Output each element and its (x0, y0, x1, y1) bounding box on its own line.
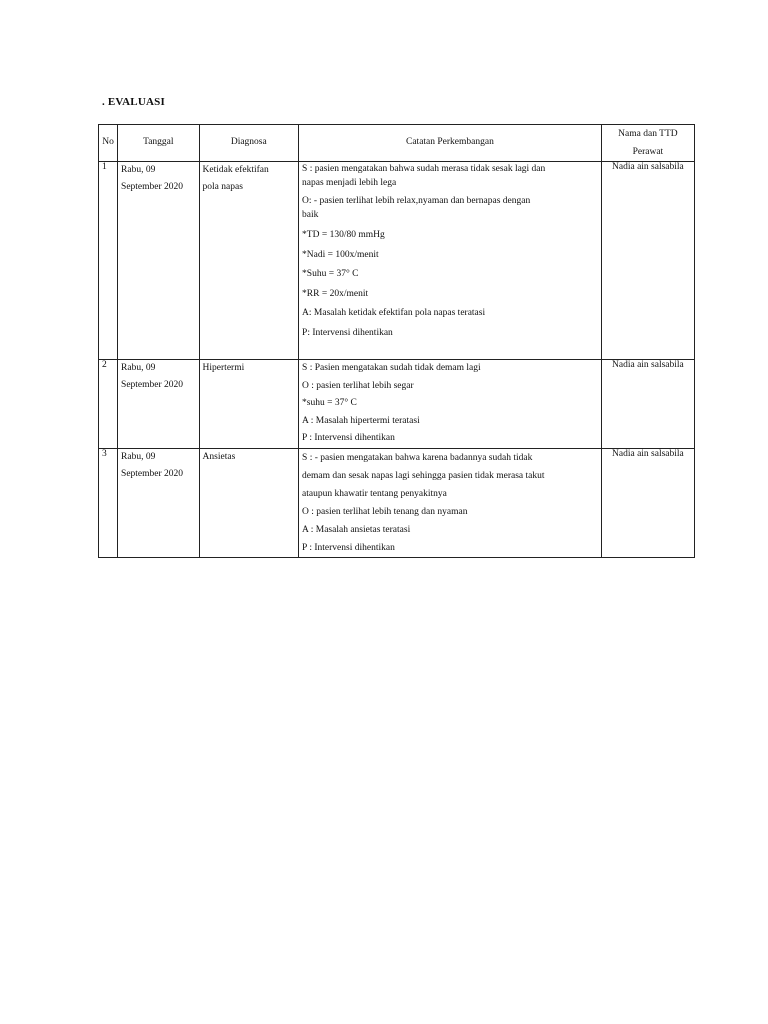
tanggal-line: September 2020 (121, 468, 184, 479)
table-row (99, 162, 695, 360)
tanggal-line: September 2020 (121, 182, 184, 192)
header-tanggal: Tanggal (118, 125, 200, 162)
cell-no: 3 (99, 448, 118, 557)
catatan-line: O : pasien terlihat lebih tenang dan nyaman (302, 506, 468, 517)
catatan-line: P : Intervensi dihentikan (302, 542, 395, 553)
cell-tanggal (118, 360, 200, 449)
cell-catatan (299, 162, 602, 360)
diagnosa-line: pola napas (202, 182, 243, 192)
tanggal-line: Rabu, 09 (121, 363, 156, 373)
catatan-line: baik (302, 210, 319, 220)
catatan-line: P : Intervensi dihentikan (302, 433, 395, 443)
header-nama-line-1: Nama dan TTD (618, 129, 678, 139)
header-nama-ttd (601, 125, 694, 162)
catatan-line: A : Masalah hipertermi teratasi (302, 415, 420, 426)
diagnosa-line: Ketidak efektifan (202, 165, 269, 175)
tanggal-line: Rabu, 09 (121, 451, 156, 462)
table-row (99, 448, 695, 557)
table-row (99, 360, 695, 449)
catatan-line: S : Pasien mengatakan sudah tidak demam lagi (302, 363, 481, 373)
cell-diagnosa (199, 448, 299, 557)
header-no: No (99, 125, 118, 162)
header-catatan: Catatan Perkembangan (299, 125, 602, 162)
evaluation-table (98, 124, 695, 558)
tanggal-line: September 2020 (121, 380, 184, 390)
cell-tanggal (118, 448, 200, 557)
catatan-line: A : Masalah ansietas teratasi (302, 524, 411, 535)
catatan-line: *Nadi = 100x/menit (302, 249, 379, 260)
cell-nama-perawat: Nadia ain salsabila (601, 162, 694, 360)
cell-no: 1 (99, 162, 118, 360)
cell-tanggal (118, 162, 200, 360)
catatan-line: napas menjadi lebih lega (302, 178, 397, 188)
catatan-line: *RR = 20x/menit (302, 288, 369, 299)
catatan-line: P: Intervensi dihentikan (302, 327, 393, 338)
diagnosa-line: Ansietas (202, 451, 236, 462)
catatan-line: *TD = 130/80 mmHg (302, 230, 385, 240)
cell-catatan (299, 448, 602, 557)
catatan-line: S : - pasien mengatakan bahwa karena badannya sudah tidak (302, 452, 533, 463)
header-nama-line-2: Perawat (632, 147, 664, 157)
cell-diagnosa (199, 162, 299, 360)
cell-catatan (299, 360, 602, 449)
cell-nama-perawat: Nadia ain salsabila (601, 360, 694, 449)
cell-diagnosa (199, 360, 299, 449)
table-header-row (99, 125, 695, 162)
header-diagnosa: Diagnosa (199, 125, 299, 162)
catatan-line: A: Masalah ketidak efektifan pola napas teratasi (302, 308, 486, 318)
catatan-line: ataupun khawatir tentang penyakitnya (302, 488, 447, 499)
page-heading: . EVALUASI (102, 96, 165, 108)
catatan-line: demam dan sesak napas lagi sehingga pasien tidak merasa takut (302, 470, 545, 481)
catatan-line: O : pasien terlihat lebih segar (302, 380, 414, 391)
catatan-line: *Suhu = 37° C (302, 269, 359, 279)
diagnosa-line: Hipertermi (202, 363, 245, 373)
catatan-line: O: - pasien terlihat lebih relax,nyaman dan bernapas dengan (302, 196, 531, 206)
cell-nama-perawat: Nadia ain salsabila (601, 448, 694, 557)
tanggal-line: Rabu, 09 (121, 165, 156, 175)
catatan-line: S : pasien mengatakan bahwa sudah merasa tidak sesak lagi dan (302, 164, 546, 174)
catatan-line: *suhu = 37° C (302, 398, 357, 408)
cell-no: 2 (99, 360, 118, 449)
